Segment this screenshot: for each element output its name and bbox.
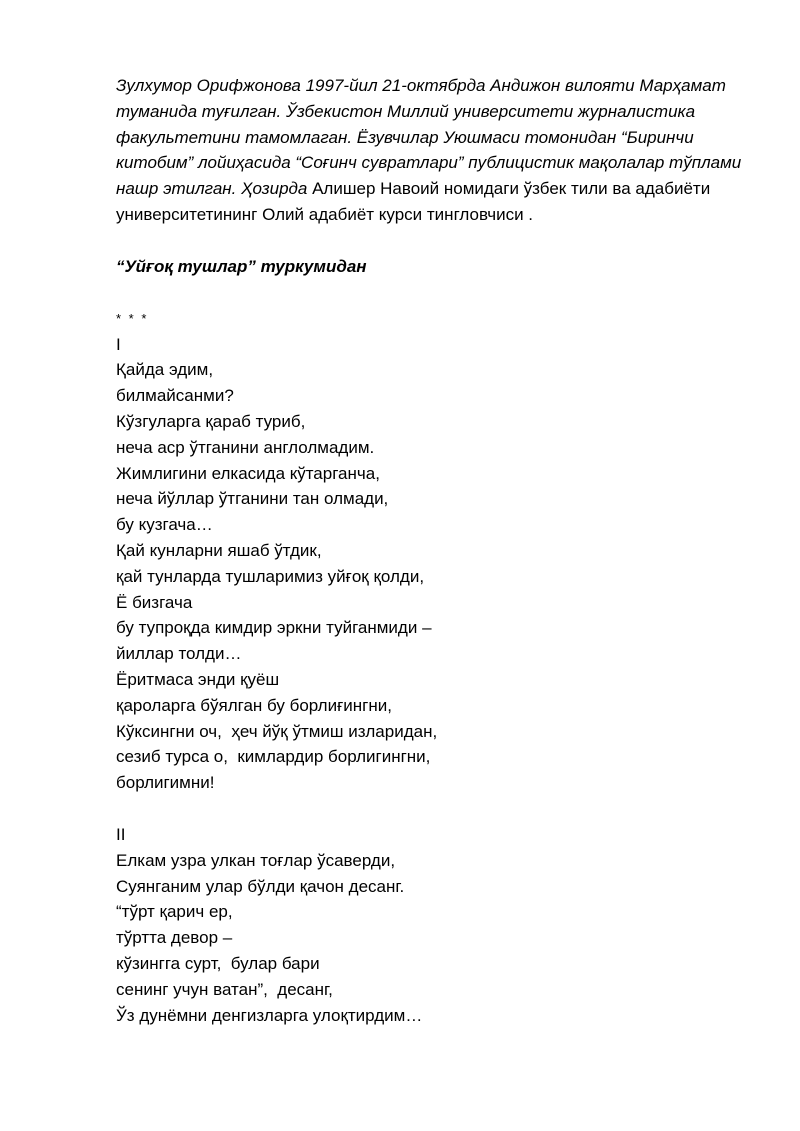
author-bio-regular: Алишер Навоий номидаги ўзбек тили ва адабиёти университетининг Олий адабиёт курси тингловчиси . — [116, 179, 711, 224]
poem-line: Суянганим улар бўлди қачон десанг. — [116, 876, 405, 896]
poem-line: Жимлигини елкасида кўтарганча, — [116, 463, 380, 483]
part-numeral: I — [116, 334, 121, 354]
poem — [116, 306, 746, 1029]
section-separator-stars: * * * — [116, 310, 149, 326]
poem-line: йиллар толди… — [116, 644, 242, 664]
cycle-title: “Уйғоқ тушлар” туркумидан — [116, 256, 367, 276]
poem-line: Кўксингни оч, ҳеч йўқ ўтмиш изларидан, — [116, 721, 438, 741]
poem-line: қароларга бўялган бу борлиғингни, — [116, 695, 392, 715]
poem-line: Қай кунларни яшаб ўтдик, — [116, 540, 322, 560]
poem-line: Кўзгуларга қараб туриб, — [116, 411, 306, 431]
poem-line: билмайсанми? — [116, 386, 234, 406]
poem-line: неча аср ўтганини англолмадим. — [116, 437, 375, 457]
poem-line: неча йўллар ўтганини тан олмади, — [116, 489, 389, 509]
poem-part-2 — [116, 822, 746, 1028]
poem-line: тўртта девор – — [116, 928, 233, 948]
poem-line: борлигимни! — [116, 773, 215, 793]
part-numeral: II — [116, 824, 126, 844]
poem-line: Ўз дунёмни денгизларга улоқтирдим… — [116, 1005, 423, 1025]
poem-line: кўзингга сурт, булар бари — [116, 953, 320, 973]
poem-line: Ё бизгача — [116, 592, 193, 612]
author-bio — [116, 73, 746, 228]
author-bio-italic: Зулхумор Орифжонова 1997-йил 21-октябрда Андижон вилояти Марҳамат туманида туғилган. Ўзбекистон Миллий университети журналистика факультетини тамомлаган. Ёзувчилар Уюшмаси томонидан “Биринчи китобим” лойиҳасида “Соғинч сувратлари” публицистик мақолалар тўплами нашр этилган. Ҳозирда — [116, 76, 742, 199]
poem-line: бу кузгача… — [116, 515, 213, 535]
poem-line: Қайда эдим, — [116, 360, 214, 380]
poem-line: Елкам узра улкан тоғлар ўсаверди, — [116, 850, 396, 870]
poem-line: сенинг учун ватан”, десанг, — [116, 979, 333, 999]
poem-line: “тўрт қарич ер, — [116, 902, 233, 922]
poem-part-1 — [116, 332, 746, 796]
poem-line: Ёритмаса энди қуёш — [116, 669, 280, 689]
poem-line: сезиб турса о, кимлардир борлигингни, — [116, 747, 431, 767]
poem-line: қай тунларда тушларимиз уйғоқ қолди, — [116, 566, 425, 586]
document-content — [116, 73, 746, 1028]
poem-line: бу тупроқда кимдир эркни туйганмиди – — [116, 618, 432, 638]
